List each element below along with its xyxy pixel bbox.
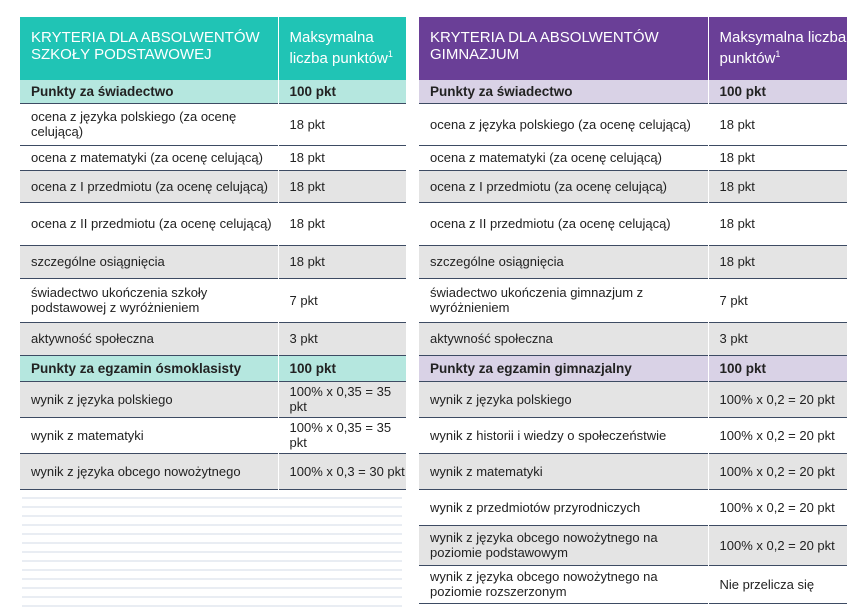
- row-label: wynik z języka polskiego: [430, 391, 572, 407]
- section-row-exam: [419, 355, 847, 381]
- section-row-certificate: [20, 80, 406, 103]
- table-row: [20, 453, 406, 489]
- row-value: 100 pkt: [278, 80, 406, 103]
- row-value: 18 pkt: [708, 103, 847, 145]
- table-row: [419, 245, 847, 278]
- row-value: 18 pkt: [708, 202, 847, 245]
- row-value: 100% x 0,35 = 35 pkt: [278, 417, 406, 453]
- table-row: [419, 145, 847, 170]
- row-label: wynik z matematyki: [430, 463, 543, 479]
- table-row: [20, 170, 406, 202]
- row-label: wynik z języka obcego nowożytnego: [31, 463, 241, 479]
- row-label: Punkty za świadectwo: [430, 83, 573, 99]
- primary-school-criteria-table: [20, 17, 406, 490]
- row-label: ocena z matematyki (za ocenę celującą): [31, 150, 263, 165]
- table-row: [20, 381, 406, 417]
- table-row: [419, 103, 847, 145]
- max-points-header: Maksymalna liczba punktów$^1$: [708, 17, 847, 80]
- table-header: [20, 17, 406, 80]
- faded-background-text: [22, 497, 402, 607]
- table-row: [20, 103, 406, 145]
- row-label: Punkty za świadectwo: [31, 83, 174, 99]
- criteria-header: KRYTERIA DLA ABSOLWENTÓW SZKOŁY PODSTAWOWEJ: [31, 29, 260, 63]
- row-label: ocena z I przedmiotu (za ocenę celującą): [430, 178, 668, 194]
- row-label: ocena z matematyki (za ocenę celującą): [430, 150, 662, 165]
- row-label: wynik z matematyki: [31, 427, 144, 443]
- row-label: aktywność społeczna: [31, 331, 154, 346]
- row-label: ocena z II przedmiotu (za ocenę celującą): [31, 216, 272, 231]
- table-row: [419, 170, 847, 202]
- row-value: 18 pkt: [708, 170, 847, 202]
- row-value: 18 pkt: [278, 245, 406, 278]
- row-value: 100% x 0,2 = 20 pkt: [708, 381, 847, 417]
- row-label: szczególne osiągnięcia: [31, 254, 165, 269]
- row-label: wynik z przedmiotów przyrodniczych: [430, 499, 641, 515]
- row-label: wynik z języka obcego nowożytnego na poziomie rozszerzonym: [430, 569, 658, 599]
- criteria-header: KRYTERIA DLA ABSOLWENTÓW GIMNAZJUM: [430, 29, 659, 63]
- row-label: wynik z języka obcego nowożytnego na poziomie podstawowym: [430, 530, 658, 560]
- table-row: [419, 278, 847, 322]
- row-label: ocena z języka polskiego (za ocenę celującą): [31, 109, 237, 139]
- row-label: Punkty za egzamin gimnazjalny: [430, 360, 632, 376]
- row-value: 100% x 0,3 = 30 pkt: [278, 453, 406, 489]
- row-value: 18 pkt: [708, 245, 847, 278]
- row-value: 3 pkt: [278, 322, 406, 355]
- row-value: 18 pkt: [708, 145, 847, 170]
- gymnasium-criteria-table: [419, 17, 847, 604]
- table-row: [419, 565, 847, 603]
- row-label: ocena z II przedmiotu (za ocenę celującą): [430, 216, 671, 231]
- section-row-certificate: [419, 80, 847, 103]
- row-value: 3 pkt: [708, 322, 847, 355]
- table-row: [20, 278, 406, 322]
- max-points-header: Maksymalna liczba punktów$^1$: [278, 17, 406, 80]
- row-label: świadectwo ukończenia gimnazjum z wyróżnieniem: [430, 285, 644, 315]
- row-label: świadectwo ukończenia szkoły podstawowej z wyróżnieniem: [31, 285, 208, 315]
- section-row-exam: [20, 355, 406, 381]
- row-value: Nie przelicza się: [708, 565, 847, 603]
- row-label: aktywność społeczna: [430, 331, 553, 346]
- row-label: wynik z języka polskiego: [31, 391, 173, 407]
- row-value: 100% x 0,2 = 20 pkt: [708, 453, 847, 489]
- table-row: [20, 145, 406, 170]
- row-label: wynik z historii i wiedzy o społeczeństwie: [430, 427, 667, 443]
- table-row: [20, 417, 406, 453]
- row-label: ocena z języka polskiego (za ocenę celującą): [430, 116, 691, 132]
- table-row: [419, 453, 847, 489]
- row-label: Punkty za egzamin ósmoklasisty: [31, 360, 242, 376]
- table-row: [419, 322, 847, 355]
- table-row: [419, 202, 847, 245]
- table-row: [419, 381, 847, 417]
- row-value: 7 pkt: [278, 278, 406, 322]
- table-row: [419, 417, 847, 453]
- row-value: 100 pkt: [708, 355, 847, 381]
- row-value: 18 pkt: [278, 170, 406, 202]
- table-row: [419, 489, 847, 525]
- row-value: 100% x 0,35 = 35 pkt: [278, 381, 406, 417]
- table-row: [20, 322, 406, 355]
- row-value: 100 pkt: [278, 355, 406, 381]
- row-value: 7 pkt: [708, 278, 847, 322]
- table-row: [20, 202, 406, 245]
- row-value: 100 pkt: [708, 80, 847, 103]
- row-value: 100% x 0,2 = 20 pkt: [708, 525, 847, 565]
- row-value: 18 pkt: [278, 145, 406, 170]
- row-value: 100% x 0,2 = 20 pkt: [708, 417, 847, 453]
- table-row: [20, 245, 406, 278]
- row-label: szczególne osiągnięcia: [430, 254, 564, 269]
- row-label: ocena z I przedmiotu (za ocenę celującą): [31, 178, 269, 194]
- table-header: [419, 17, 847, 80]
- row-value: 18 pkt: [278, 202, 406, 245]
- table-row: [419, 525, 847, 565]
- row-value: 100% x 0,2 = 20 pkt: [708, 489, 847, 525]
- row-value: 18 pkt: [278, 103, 406, 145]
